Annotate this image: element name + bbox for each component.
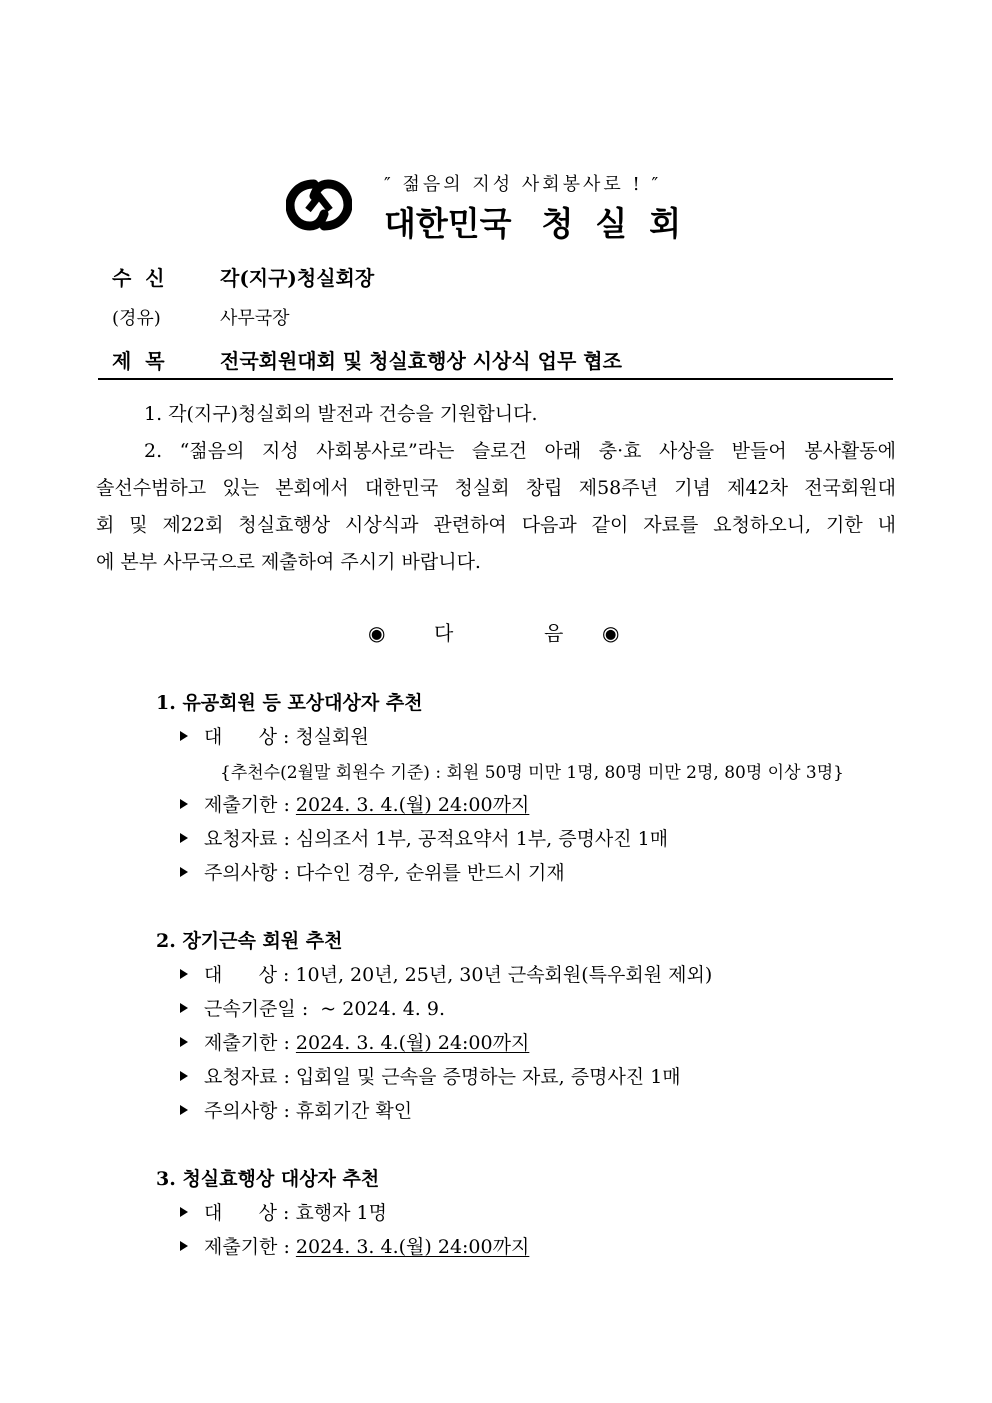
triangle-bullet-icon: [180, 1037, 188, 1047]
section-title: 3. 청실효행상 대상자 추천: [156, 1168, 380, 1190]
list-item: 제출기한 : 2024. 3. 4.(월) 24:00까지: [180, 1232, 529, 1259]
via-row: [112, 304, 290, 330]
triangle-bullet-icon: [180, 1241, 188, 1251]
list-item: 대 상 : 청실회원: [180, 722, 369, 749]
organization-name: [384, 198, 703, 245]
list-item: 주의사항 : 휴회기간 확인: [180, 1096, 412, 1123]
paragraph-2-line-2: 솔선수범하고 있는 본회에서 대한민국 청실회 창립 제58주년 기념 제42차 전국회원대: [96, 477, 896, 499]
notice-bullet-left: ◉: [368, 621, 386, 645]
triangle-bullet-icon: [180, 1207, 188, 1217]
notice-heading: [368, 617, 619, 646]
list-item: 근속기준일 : ~ 2024. 4. 9.: [180, 994, 445, 1021]
header-divider: [98, 378, 893, 380]
recipient-row: [112, 262, 374, 291]
recipient-label: 수 신: [112, 266, 165, 290]
paragraph-1: 1. 각(지구)청실회의 발전과 건승을 기원합니다.: [144, 403, 538, 425]
notice-text-2: 음: [544, 621, 564, 645]
list-item: 요청자료 : 심의조서 1부, 공적요약서 1부, 증명사진 1매: [180, 824, 668, 851]
organization-logo: [286, 176, 352, 234]
list-item: 요청자료 : 입회일 및 근속을 증명하는 자료, 증명사진 1매: [180, 1062, 681, 1089]
triangle-bullet-icon: [180, 1105, 188, 1115]
deadline-value: 2024. 3. 4.(월) 24:00까지: [295, 1032, 530, 1054]
triangle-bullet-icon: [180, 1003, 188, 1013]
list-item: 제출기한 : 2024. 3. 4.(월) 24:00까지: [180, 1028, 529, 1055]
org-char-1: 청: [541, 204, 574, 243]
notice-text-1: 다: [434, 621, 454, 645]
triangle-bullet-icon: [180, 969, 188, 979]
subject-value: 전국회원대회 및 청실효행상 시상식 업무 협조: [220, 349, 622, 373]
triangle-bullet-icon: [180, 833, 188, 843]
via-value: 사무국장: [220, 308, 290, 329]
list-item: 대 상 : 효행자 1명: [180, 1198, 387, 1225]
recipient-value: 각(지구)청실회장: [220, 266, 375, 290]
org-char-3: 회: [649, 204, 682, 243]
org-char-2: 실: [595, 204, 628, 243]
notice-bullet-right: ◉: [602, 621, 620, 645]
paragraph-2-line-1: 2. “젊음의 지성 사회봉사로”라는 슬로건 아래 충·효 사상을 받들어 봉사활동에: [144, 440, 896, 462]
section-title: 2. 장기근속 회원 추천: [156, 930, 343, 952]
section-title: 1. 유공회원 등 포상대상자 추천: [156, 692, 423, 714]
paragraph-2-line-3: 회 및 제22회 청실효행상 시상식과 관련하여 다음과 같이 자료를 요청하오니, 기한 내: [96, 514, 896, 536]
list-item: 대 상 : 10년, 20년, 25년, 30년 근속회원(특우회원 제외): [180, 960, 712, 987]
deadline-value: 2024. 3. 4.(월) 24:00까지: [295, 794, 530, 816]
via-label: (경유): [112, 308, 161, 329]
triangle-bullet-icon: [180, 867, 188, 877]
list-item: 제출기한 : 2024. 3. 4.(월) 24:00까지: [180, 790, 529, 817]
deadline-value: 2024. 3. 4.(월) 24:00까지: [295, 1236, 530, 1258]
triangle-bullet-icon: [180, 1071, 188, 1081]
paragraph-2-line-4: 에 본부 사무국으로 제출하여 주시기 바랍니다.: [96, 551, 481, 573]
subject-row: [112, 345, 622, 374]
triangle-bullet-icon: [180, 731, 188, 741]
triangle-bullet-icon: [180, 799, 188, 809]
list-item: 주의사항 : 다수인 경우, 순위를 반드시 기재: [180, 858, 565, 885]
body-text: [96, 396, 896, 581]
recommendation-count-note: {추천수(2월말 회원수 기준) : 회원 50명 미만 1명, 80명 미만 2명, 80명 이상 3명}: [220, 763, 844, 783]
org-name-part1: 대한민국: [384, 204, 512, 243]
slogan: ″ 젊음의 지성 사회봉사로 ! ″: [384, 174, 662, 195]
subject-label: 제 목: [112, 349, 165, 373]
